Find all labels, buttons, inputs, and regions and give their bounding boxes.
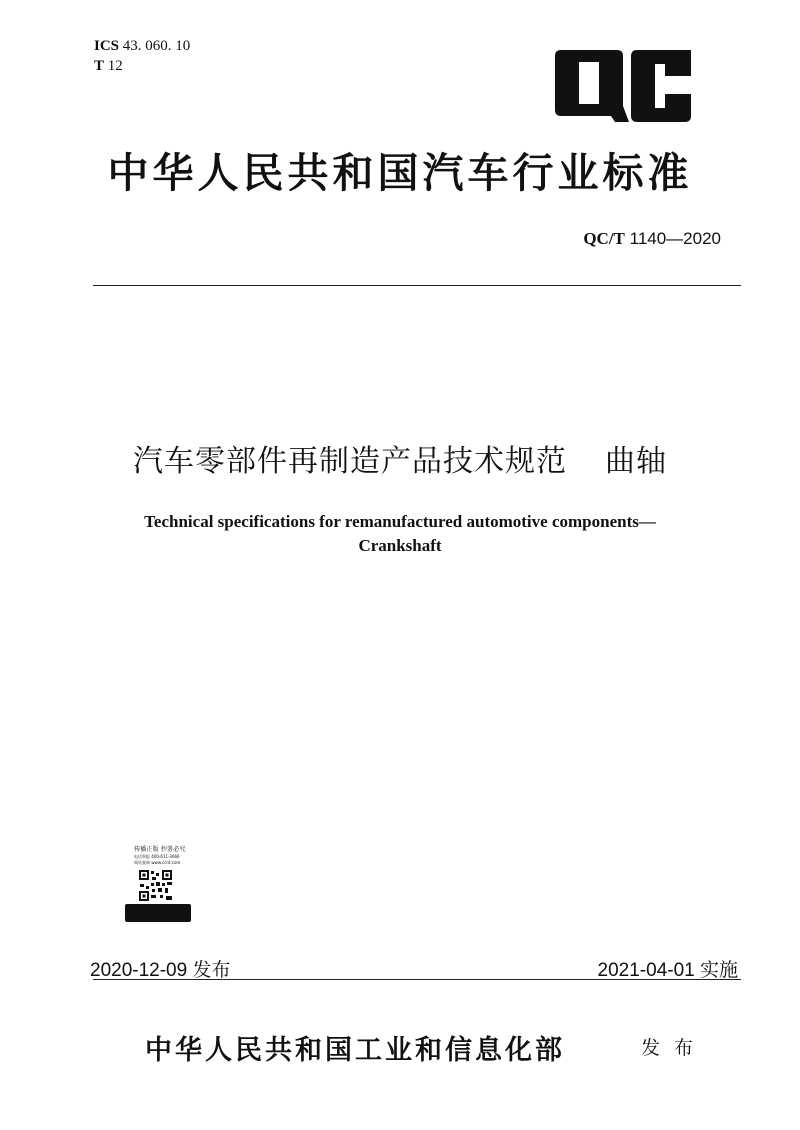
anti-counterfeit-stamp <box>122 842 194 924</box>
chinese-title <box>0 436 800 480</box>
ics-label: ICS <box>94 38 120 54</box>
stamp-line3: 网站查询 www.ccnt.com <box>134 860 181 865</box>
bottom-divider <box>93 979 741 980</box>
english-title <box>0 510 800 558</box>
implement-date: 2021-04-01 实施 <box>597 960 738 981</box>
standard-code-number: 1140—2020 <box>629 229 721 248</box>
chinese-title-main: 汽车零部件再制造产品技术规范 <box>133 444 567 479</box>
ics-line <box>94 36 190 56</box>
class-code: 12 <box>107 58 123 74</box>
class-label: T <box>94 58 105 74</box>
ics-code: 43. 060. 10 <box>122 38 191 54</box>
stamp-line2: 电话举报 400-611-3666 <box>134 854 180 859</box>
class-line <box>94 56 190 76</box>
standard-category: 中华人民共和国汽车行业标准 <box>107 149 693 197</box>
english-title-line2: Crankshaft <box>358 536 442 555</box>
classification-block <box>94 36 190 76</box>
stamp-line1: 传播正版 抄署必究 <box>134 846 186 853</box>
stamp-black-band <box>125 904 191 922</box>
qr-code-icon <box>139 870 172 901</box>
standard-code-prefix: QC/T <box>583 229 625 248</box>
top-divider <box>93 285 741 286</box>
standard-code <box>583 229 721 249</box>
issue-label: 发 布 <box>641 1037 698 1059</box>
english-title-line1: Technical specifications for remanufactured automotive components— <box>144 512 656 531</box>
issuing-authority: 中华人民共和国工业和信息化部 <box>145 1035 565 1066</box>
publish-date: 2020-12-09 发布 <box>90 960 231 981</box>
chinese-title-sub: 曲轴 <box>605 444 667 479</box>
qc-logo <box>553 50 693 124</box>
